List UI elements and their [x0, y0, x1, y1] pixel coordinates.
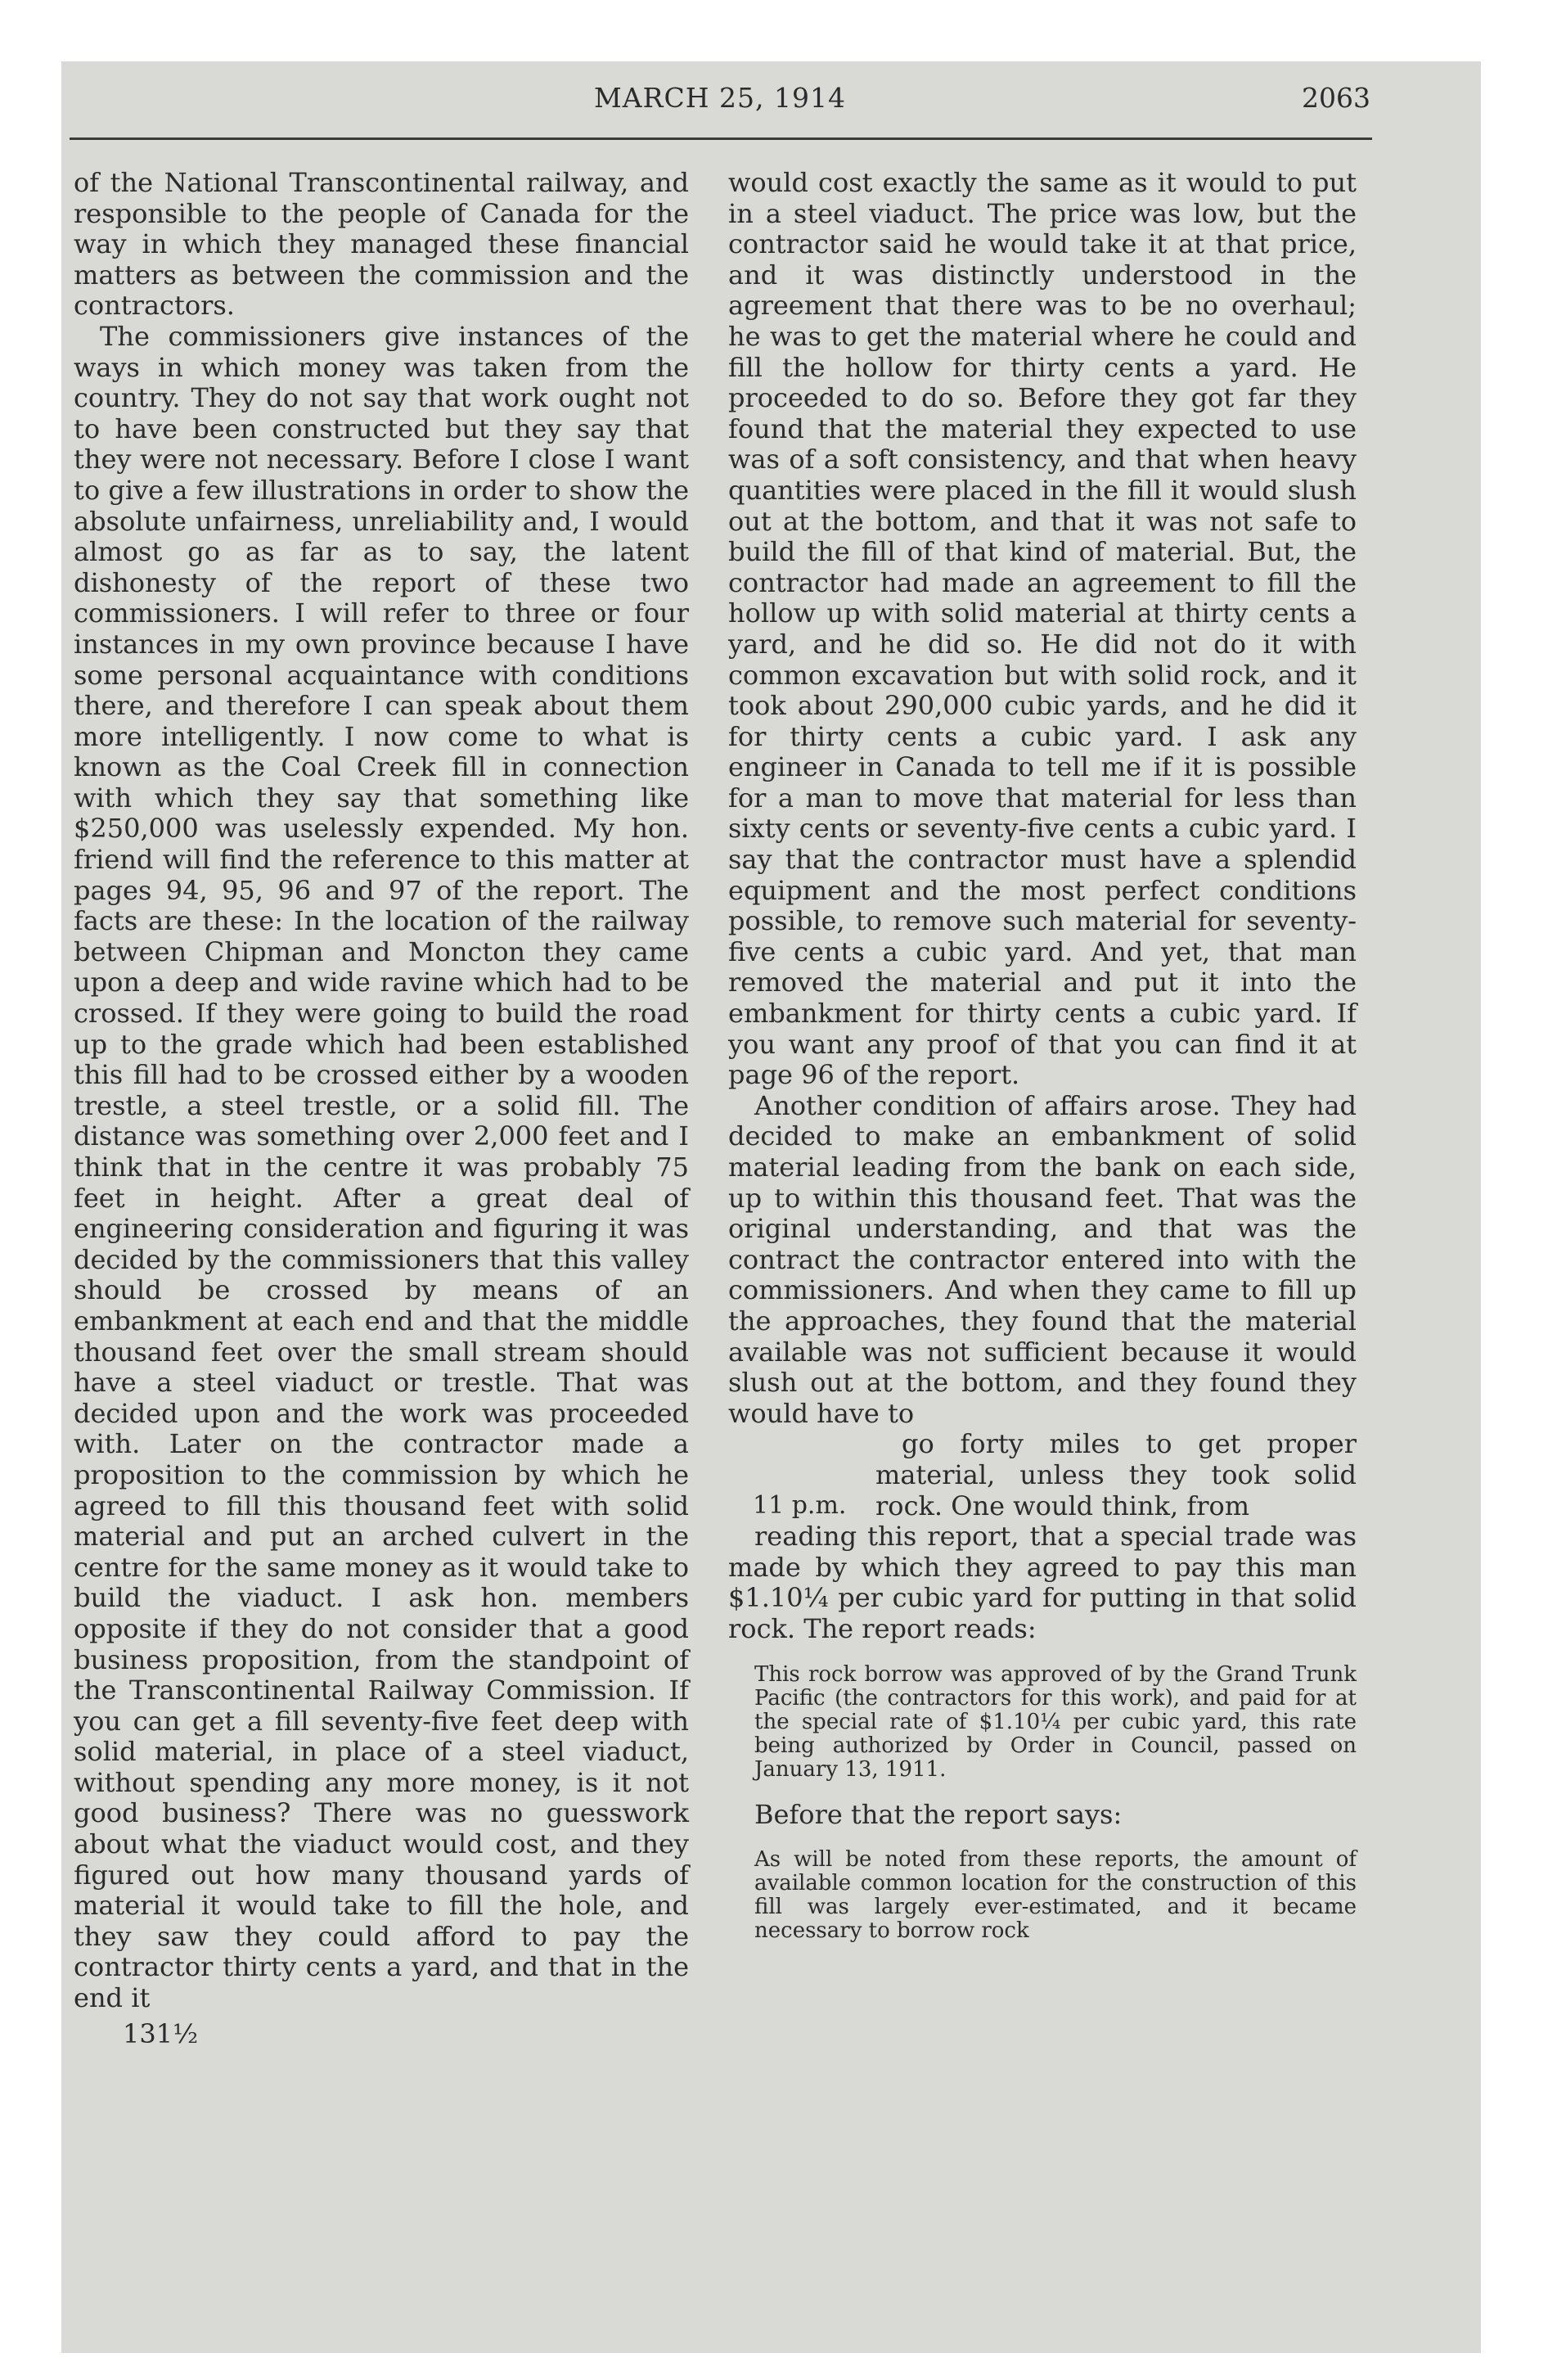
header-rule — [70, 137, 1372, 140]
margin-time-note: 11 p.m. — [753, 1491, 847, 1521]
right-paragraph-3: Before that the report says: — [754, 1798, 1123, 1830]
folio-mark: 131½ — [123, 2017, 199, 2049]
block-quote-2-text: As will be noted from these reports, the amount of available common location for the construction of this fill was largely ever-estimated, and it became necessary to borrow rock — [754, 1847, 1357, 1944]
left-paragraph-1: of the National Transcontinental railway, and responsible to the people of Canada for the way in which they managed these financial matters as between the commission and the contractors. — [74, 167, 689, 322]
block-quote-1-text: This rock borrow was approved of by the Grand Trunk Pacific (the contractors for this work), and paid for at the special rate of $1.10¼ per cubic yard, this rate being authorized by Order in Council, passed on January 13, 1911. — [754, 1661, 1357, 1782]
margin-note-block — [728, 1429, 1357, 1521]
block-quote-1 — [728, 1663, 1357, 1782]
header-page-number: 2063 — [1302, 82, 1370, 114]
right-paragraph-2-end: reading this report, that a special trade was made by which they agreed to pay this man $1.10¼ per cubic yard for putting in that solid rock. The report reads: — [728, 1521, 1357, 1644]
right-paragraph-1: would cost exactly the same as it would to put in a steel viaduct. The price was low, but the contractor said he would take it at that price, and it was distinctly understood in the agreement that there was to be no overhaul; he was to get the material where he could and fill the hollow for thirty cents a yard. He proceeded to do so. Before they got far they found that the material they expected to use was of a soft consistency, and that when heavy quantities were placed in the fill it would slush out at the bottom, and that it was not safe to build the fill of that kind of material. But, the contractor had made an agreement to fill the hollow up with solid material at thirty cents a yard, and he did so. He did not do it with common excavation but with solid rock, and it took about 290,000 cubic yards, and he did it for thirty cents a cubic yard. I ask any engineer in Canada to tell me if it is possible for a man to move that material for less than sixty cents or seventy-five cents a cubic yard. I say that the contractor must have a splendid equipment and the most perfect conditions possible, to remove such material for seventy-five cents a cubic yard. And yet, that man removed the material and put it into the embankment for thirty cents a cubic yard. If you want any proof of that you can find it at page 96 of the report. — [728, 167, 1357, 1091]
left-paragraph-2: The commissioners give instances of the ways in which money was taken from the country. They do not say that work ought not to have been constructed but they say that they were not necessary. Before I close I want to give a few illustrations in order to show the absolute unfairness, unreliability and, I would almost go as far as to say, the latent dishonesty of the report of these two commissioners. I will refer to three or four instances in my own province because I have some personal acquaintance with conditions there, and therefore I can speak about them more intelligently. I now come to what is known as the Coal Creek fill in connection with which they say that something like $250,000 was uselessly expended. My hon. friend will find the reference to this matter at pages 94, 95, 96 and 97 of the report. The facts are these: In the location of the railway between Chipman and Moncton they came upon a deep and wide ravine which had to be crossed. If they were going to build the road up to the grade which had been established this fill had to be crossed either by a wooden trestle, a steel trestle, or a solid fill. The distance was something over 2,000 feet and I think that in the centre it was probably 75 feet in height. After a great deal of engineering consideration and figuring it was decided by the commissioners that this valley should be crossed by means of an embankment at each end and that the middle thousand feet over the small stream should have a steel viaduct or trestle. That was decided upon and the work was proceeded with. Later on the contractor made a proposition to the commission by which he agreed to fill this thousand feet with solid material and put an arched culvert in the centre for the same money as it would take to build the viaduct. I ask hon. members opposite if they do not consider that a good business proposition, from the standpoint of the Transcontinental Railway Commission. If you can get a fill seventy-five feet deep with solid material, in place of a steel viaduct, without spending any more money, is it not good business? There was no guesswork about what the viaduct would cost, and they figured out how many thousand yards of material it would take to fill the hole, and they saw they could afford to pay the contractor thirty cents a yard, and that in the end it — [74, 320, 689, 2014]
left-column — [74, 168, 689, 2049]
block-quote-2 — [728, 1848, 1357, 1943]
page-header — [70, 82, 1370, 131]
right-paragraph-2-indented: go forty miles to get proper material, unless they took solid rock. One would think, from — [875, 1428, 1357, 1521]
right-paragraph-2-start: Another condition of affairs arose. They had decided to make an embankment of solid material leading from the bank on each side, up to within this thousand feet. That was the original understanding, and that was the contract the contractor entered into with the commissioners. And when they came to fill up the approaches, they found that the material available was not sufficient because it would slush out at the bottom, and they found they would have to — [728, 1089, 1357, 1429]
header-date: MARCH 25, 1914 — [594, 82, 846, 114]
right-column — [728, 168, 1357, 1961]
